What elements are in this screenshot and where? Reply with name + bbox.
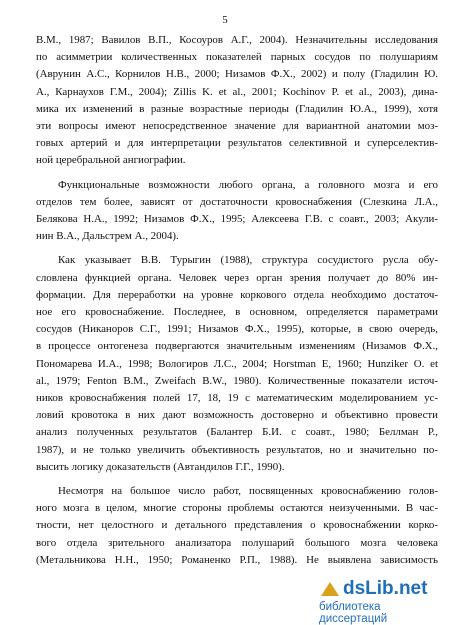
watermark-title: dsLib.net <box>343 578 428 599</box>
text-line: тности, нет целостного и детального представления о кровоснабжении корко- <box>36 519 438 532</box>
watermark-subtitle: библиотека диссертаций <box>319 601 388 625</box>
text-line: вого отдела зрительного анализатора полушарий большого мозга человека <box>36 536 438 549</box>
text-line: ного мозга в целом, многие стороны проблемы остаются неизученными. В час- <box>36 502 438 515</box>
text-line: ной церебральной ангиографии. <box>36 154 186 167</box>
text-line: ников кровоснабжения полей 17, 18, 19 с математическим моделированием ус- <box>36 392 438 405</box>
text-line: (Аврунин А.С., Корнилов Н.В., 2000; Низамов Ф.Х., 2002) и полу (Гладилин Ю. <box>36 68 438 81</box>
body-text <box>36 32 438 569</box>
text-line: Белякова Н.А., 1992; Низамов Ф.Х., 1995; Алексеева Г.В. с соавт., 2003; Акули- <box>36 213 438 226</box>
text-line: в процессе онтогенеза подвергаются значительным изменениям (Низамов Ф.Х., <box>36 340 438 353</box>
text-line: высить логику доказательств (Автандилов Г.Г., 1990). <box>36 460 285 473</box>
text-line: (Метальникова Н.Н., 1950; Романенко Р.П., 1988). Не выявлена зависимость <box>36 553 438 566</box>
text-line: Как указывает В.В. Турыгин (1988), структура сосудистого русла обу- <box>58 254 438 267</box>
watermark-logo <box>321 578 445 600</box>
paragraph-3 <box>36 252 438 476</box>
text-line: словлена функцией органа. Человек через орган зрения получает до 80% ин- <box>36 271 438 284</box>
text-line: 1987), и не только увеличить объективность результатов, но и значительно по- <box>36 443 438 456</box>
text-line: Функциональные возможности любого органа, а головного мозга и его <box>58 178 438 191</box>
text-line: анализ полученных результатов (Балантер Б.И. с соавт., 1980; Беллман Р., <box>36 426 438 439</box>
text-line: мика их изменений в разные возрастные периоды (Гладилин Ю.А., 1999), хотя <box>36 102 438 115</box>
text-line: ловий кровотока в них дают возможность достоверно и объективно провести <box>36 409 438 422</box>
book-icon <box>321 582 339 596</box>
text-line: А., Карнаухов Г.М., 2004); Zillis K. et al., 2001; Kochinov P. et al., 2003), дина- <box>36 85 438 98</box>
text-line: В.М., 1987; Вавилов В.П., Косоуров А.Г., 2004). Незначительны исследования <box>36 34 438 46</box>
text-line: нин В.А., Дальстрем А., 2004). <box>36 230 179 243</box>
text-line: формации. Для переработки на уровне коркового отдела необходимо достаточ- <box>36 288 438 301</box>
watermark[interactable] <box>313 578 445 625</box>
page-number: 5 <box>222 14 228 26</box>
text-line: сосудов (Никаноров С.Г., 1991; Низамов Ф.Х., 1995), которые, в свою очередь, <box>36 323 438 336</box>
text-line: Пономарева И.А., 1998; Вологиров Л.С., 2004; Horstman E, 1960; Hunziker O. et <box>36 357 438 370</box>
text-line: говых артерий и для интерпретации результатов селективной и суперселектив- <box>36 137 438 150</box>
text-line: эти вопросы имеют непосредственное значение для вариантной анатомии моз- <box>36 120 438 133</box>
paragraph-4 <box>36 483 438 569</box>
text-line: ное его кровоснабжение. Последнее, в основном, определяется параметрами <box>36 306 438 319</box>
text-line: по асимметрии количественных показателей парных сосудов по полушариям <box>36 51 438 64</box>
paragraph-2 <box>36 177 438 246</box>
paragraph-1 <box>36 32 438 170</box>
text-line: отделов тем более, зависят от достаточности кровоснабжения (Слезкина Л.А., <box>36 195 438 208</box>
text-line: al., 1979; Fenton B.M., Zweifach B.W., 1980). Количественные показатели источ- <box>36 374 438 387</box>
text-line: Несмотря на большое число работ, посвященных кровоснабжению голов- <box>58 485 438 498</box>
